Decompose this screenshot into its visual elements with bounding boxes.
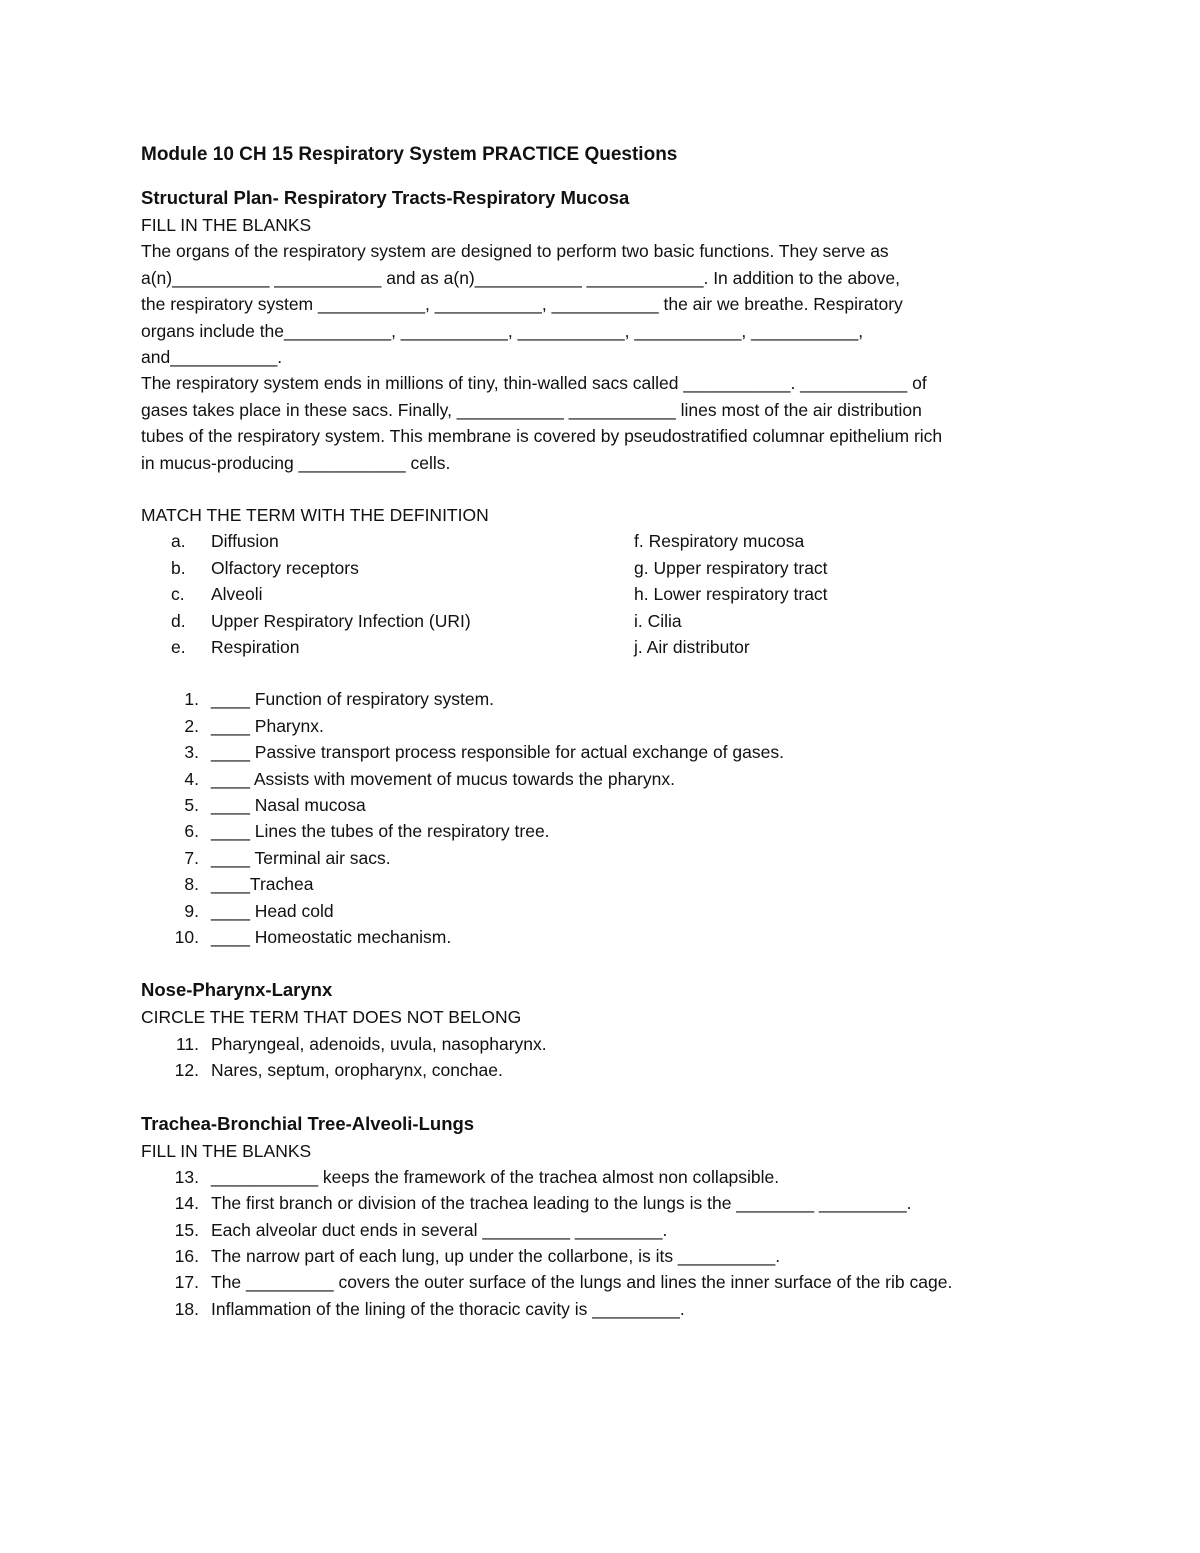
term-item bbox=[141, 528, 634, 554]
paragraph-line: The organs of the respiratory system are designed to perform two basic functions. They serve as bbox=[141, 241, 889, 262]
question-text: ____ Lines the tubes of the respiratory tree. bbox=[211, 821, 550, 842]
question-item bbox=[141, 739, 1071, 765]
term-label: a. bbox=[171, 531, 186, 552]
term-item bbox=[634, 555, 1054, 581]
term-label: e. bbox=[171, 637, 186, 658]
question-text: The first branch or division of the trachea leading to the lungs is the ________ _________. bbox=[211, 1193, 912, 1214]
question-item bbox=[141, 1031, 1071, 1057]
question-number: 14. bbox=[174, 1193, 199, 1214]
question-item bbox=[141, 924, 1071, 950]
question-text: ____ Function of respiratory system. bbox=[211, 689, 495, 710]
match-terms-right bbox=[634, 528, 1054, 660]
question-text: ____ Passive transport process responsible for actual exchange of gases. bbox=[211, 742, 784, 763]
question-number: 6. bbox=[184, 821, 199, 842]
term-text: Alveoli bbox=[211, 584, 263, 605]
section-instruction: FILL IN THE BLANKS bbox=[141, 215, 312, 235]
question-item bbox=[141, 1296, 1071, 1322]
term-item bbox=[141, 581, 634, 607]
question-number: 2. bbox=[184, 715, 199, 736]
question-item bbox=[141, 766, 1071, 792]
question-item bbox=[141, 818, 1071, 844]
term-text: g. Upper respiratory tract bbox=[634, 557, 828, 578]
section-heading-nose-pharynx-larynx: Nose-Pharynx-Larynx bbox=[141, 979, 333, 1001]
term-label: d. bbox=[171, 610, 186, 631]
paragraph-line: a(n)__________ ___________ and as a(n)___________ ____________. In addition to the above, bbox=[141, 267, 901, 288]
question-number: 10. bbox=[174, 926, 199, 947]
term-text: Olfactory receptors bbox=[211, 557, 359, 578]
question-text: ___________ keeps the framework of the trachea almost non collapsible. bbox=[211, 1166, 780, 1187]
question-text: Each alveolar duct ends in several _________ _________. bbox=[211, 1219, 668, 1240]
section-heading-structural-plan: Structural Plan- Respiratory Tracts-Respiratory Mucosa bbox=[141, 187, 630, 208]
question-text: ____ Terminal air sacs. bbox=[211, 847, 391, 868]
paragraph-line: organs include the___________, ___________, ___________, ___________, ___________, bbox=[141, 320, 864, 341]
term-item bbox=[141, 608, 634, 634]
section-heading-trachea-lungs: Trachea-Bronchial Tree-Alveoli-Lungs bbox=[141, 1112, 475, 1134]
term-item bbox=[141, 555, 634, 581]
question-text: The _________ covers the outer surface of the lungs and lines the inner surface of the rib cage. bbox=[211, 1272, 953, 1293]
question-number: 17. bbox=[174, 1272, 199, 1293]
question-text: ____ Head cold bbox=[211, 900, 334, 921]
question-text: ____ Assists with movement of mucus towards the pharynx. bbox=[211, 768, 675, 789]
worksheet-page bbox=[141, 140, 1071, 1322]
question-item bbox=[141, 845, 1071, 871]
question-item bbox=[141, 713, 1071, 739]
paragraph-line: gases takes place in these sacs. Finally, ___________ ___________ lines most of the air distribution bbox=[141, 399, 922, 420]
question-item bbox=[141, 1243, 1071, 1269]
term-text: Respiration bbox=[211, 637, 300, 658]
term-item bbox=[634, 581, 1054, 607]
match-questions bbox=[141, 686, 1071, 950]
term-item bbox=[141, 634, 634, 660]
paragraph-line: the respiratory system ___________, ___________, ___________ the air we breathe. Respiratory bbox=[141, 294, 903, 315]
term-text: f. Respiratory mucosa bbox=[634, 531, 805, 552]
question-text: ____Trachea bbox=[211, 874, 314, 895]
question-item bbox=[141, 1164, 1071, 1190]
question-number: 16. bbox=[174, 1246, 199, 1267]
paragraph-line: The respiratory system ends in millions of tiny, thin-walled sacs called ___________. ___________ of bbox=[141, 373, 927, 394]
question-text: The narrow part of each lung, up under the collarbone, is its __________. bbox=[211, 1246, 781, 1267]
match-terms bbox=[141, 528, 1071, 660]
question-item bbox=[141, 792, 1071, 818]
question-number: 8. bbox=[184, 874, 199, 895]
section-instruction: CIRCLE THE TERM THAT DOES NOT BELONG bbox=[141, 1007, 522, 1028]
question-number: 4. bbox=[184, 768, 199, 789]
question-number: 7. bbox=[184, 847, 199, 868]
paragraph-line: in mucus-producing ___________ cells. bbox=[141, 452, 451, 473]
question-number: 3. bbox=[184, 742, 199, 763]
question-number: 15. bbox=[174, 1219, 199, 1240]
term-text: Upper Respiratory Infection (URI) bbox=[211, 610, 471, 631]
question-item bbox=[141, 1269, 1071, 1295]
term-label: c. bbox=[171, 584, 185, 605]
page-title: Module 10 CH 15 Respiratory System PRACTICE Questions bbox=[141, 144, 678, 165]
question-number: 11. bbox=[175, 1033, 199, 1054]
term-item bbox=[634, 608, 1054, 634]
question-item bbox=[141, 1217, 1071, 1243]
term-text: h. Lower respiratory tract bbox=[634, 584, 828, 605]
question-text: Inflammation of the lining of the thoracic cavity is _________. bbox=[211, 1298, 685, 1319]
question-number: 9. bbox=[184, 900, 199, 921]
question-item bbox=[141, 1190, 1071, 1216]
question-number: 18. bbox=[174, 1298, 199, 1319]
question-text: Nares, septum, oropharynx, conchae. bbox=[211, 1060, 503, 1081]
term-text: j. Air distributor bbox=[634, 637, 750, 658]
question-text: ____ Homeostatic mechanism. bbox=[211, 926, 452, 947]
term-item bbox=[634, 634, 1054, 660]
match-terms-left bbox=[141, 528, 634, 660]
term-label: b. bbox=[171, 557, 186, 578]
section-instruction: FILL IN THE BLANKS bbox=[141, 1140, 312, 1161]
question-text: ____ Pharynx. bbox=[211, 715, 324, 736]
question-number: 13. bbox=[174, 1166, 199, 1187]
term-text: i. Cilia bbox=[634, 610, 682, 631]
question-item bbox=[141, 898, 1071, 924]
term-item bbox=[634, 528, 1054, 554]
question-number: 5. bbox=[184, 794, 199, 815]
question-item bbox=[141, 1057, 1071, 1083]
question-item bbox=[141, 686, 1071, 712]
match-instruction: MATCH THE TERM WITH THE DEFINITION bbox=[141, 505, 489, 526]
term-text: Diffusion bbox=[211, 531, 279, 552]
paragraph-line: and___________. bbox=[141, 347, 283, 368]
question-text: ____ Nasal mucosa bbox=[211, 794, 366, 815]
question-item bbox=[141, 871, 1071, 897]
question-text: Pharyngeal, adenoids, uvula, nasopharynx. bbox=[211, 1033, 547, 1054]
question-number: 1. bbox=[184, 689, 199, 710]
paragraph-line: tubes of the respiratory system. This membrane is covered by pseudostratified columnar epithelium rich bbox=[141, 426, 943, 447]
question-number: 12. bbox=[174, 1060, 199, 1081]
